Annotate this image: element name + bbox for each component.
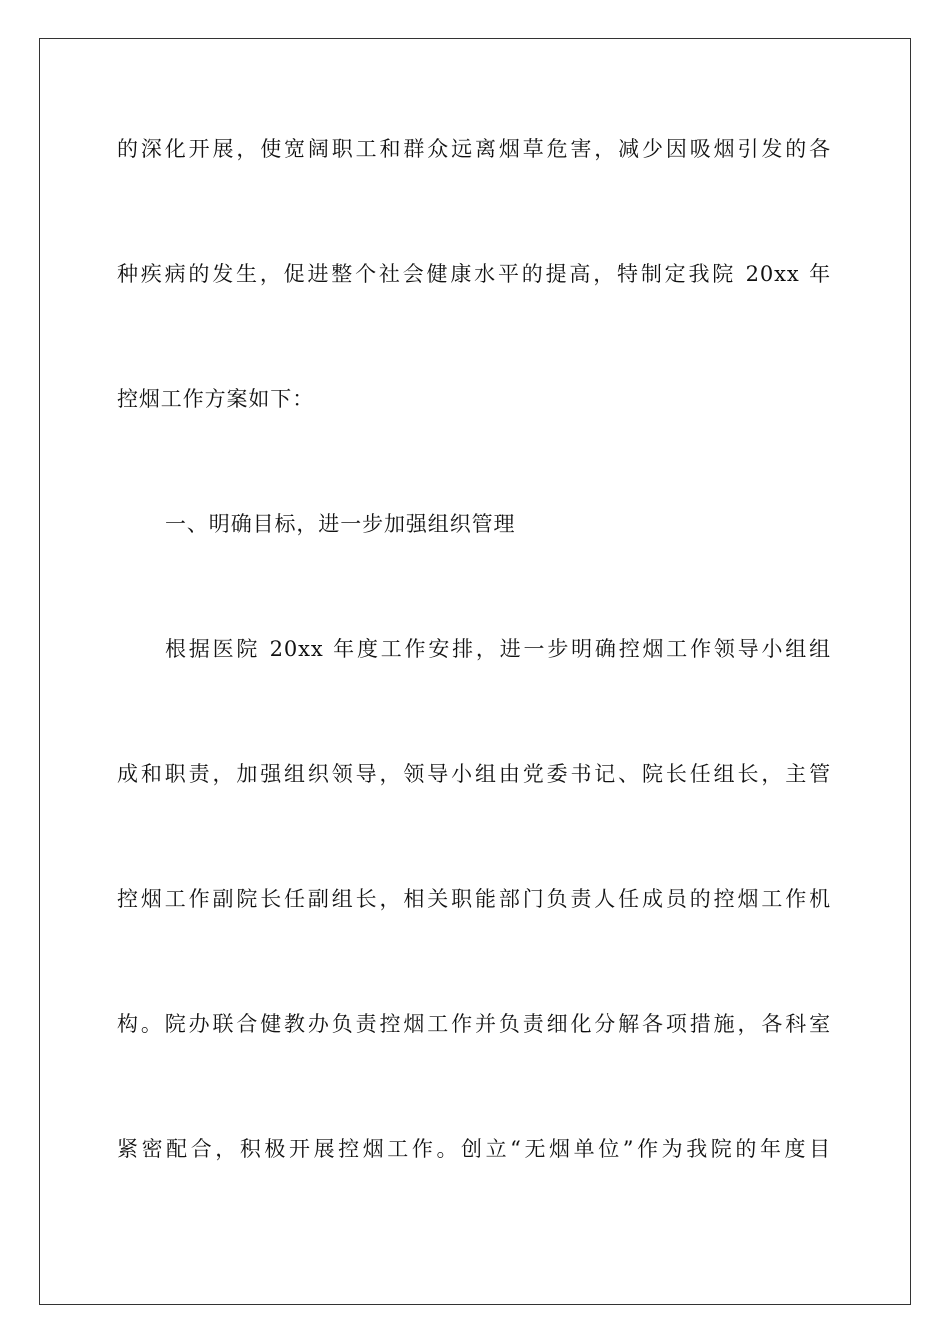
body-text-line: 紧密配合，积极开展控烟工作。创立“无烟单位”作为我院的年度目 bbox=[117, 1137, 831, 1161]
page-border bbox=[39, 38, 911, 1305]
section-heading: 一、明确目标，进一步加强组织管理 bbox=[165, 512, 516, 536]
body-text-line: 根据医院 20xx 年度工作安排，进一步明确控烟工作领导小组组 bbox=[165, 637, 831, 661]
body-text-line: 构。院办联合健教办负责控烟工作并负责细化分解各项措施，各科室 bbox=[117, 1012, 831, 1036]
body-text-line: 控烟工作副院长任副组长，相关职能部门负责人任成员的控烟工作机 bbox=[117, 887, 831, 911]
body-text-line: 种疾病的发生，促进整个社会健康水平的提高，特制定我院 20xx 年 bbox=[117, 262, 831, 286]
body-text-line: 的深化开展，使宽阔职工和群众远离烟草危害，减少因吸烟引发的各 bbox=[117, 137, 831, 161]
body-text-line: 控烟工作方案如下： bbox=[117, 387, 315, 411]
body-text-line: 成和职责，加强组织领导，领导小组由党委书记、院长任组长，主管 bbox=[117, 762, 831, 786]
